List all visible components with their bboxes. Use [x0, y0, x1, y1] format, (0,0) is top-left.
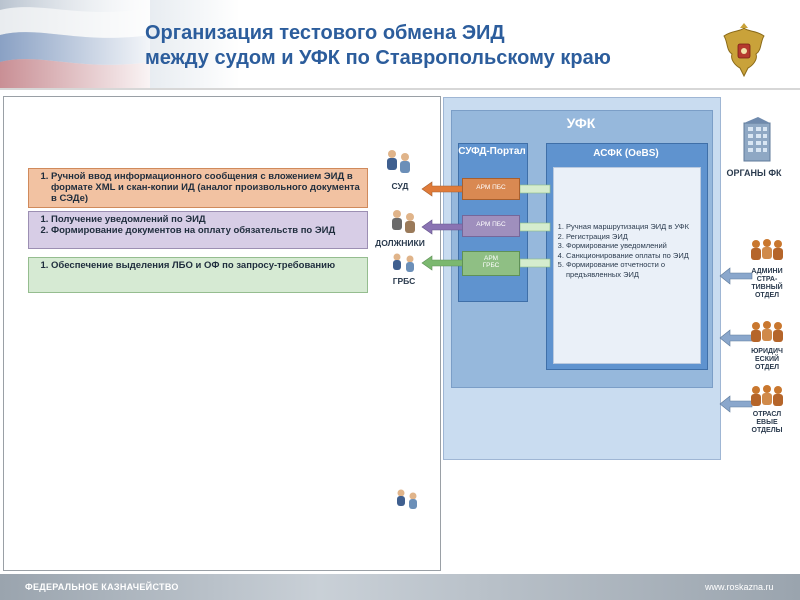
- task-box-sud: [28, 168, 368, 208]
- task-item: 1. Получение уведомлений по ЭИД: [51, 214, 363, 225]
- actor-label-dolzhniki: ДОЛЖНИКИ: [375, 238, 425, 248]
- branch-depts-label: ОТРАСЛ ЕВЫЕ ОТДЕЛЫ: [751, 411, 783, 434]
- task-box-grbs: [28, 257, 368, 293]
- arm-pbs-box: АРМ ПБС: [462, 178, 520, 200]
- link-grbs-asfk: [520, 259, 550, 267]
- asfk-item: 5. Формирование отчетности о предъявленных ЭИД: [566, 260, 699, 279]
- link-pbs-asfk: [520, 185, 550, 193]
- sufd-portal-label: СУФД-Портал: [458, 146, 526, 157]
- arrow-dolzhniki: [422, 220, 466, 234]
- arm-grbs-box: [462, 251, 520, 276]
- admin-dept-label: АДМИНИ СТРА-ТИВНЫЙ ОТДЕЛ: [751, 268, 783, 299]
- eagle-emblem-icon: [718, 22, 770, 80]
- people-icon-sud: [383, 148, 415, 176]
- header-divider: [0, 88, 800, 90]
- arm-grbs-line2: ГРБС: [482, 262, 500, 269]
- people-group-icon-admin: [748, 238, 786, 264]
- people-icon-extra: [393, 488, 423, 510]
- page-title-line1: Организация тестового обмена ЭИД: [145, 22, 505, 44]
- footer-org-name: ФЕДЕРАЛЬНОЕ КАЗНАЧЕЙСТВО: [25, 582, 179, 592]
- people-icon-grbs: [389, 252, 421, 274]
- building-icon: [740, 117, 776, 163]
- task-box-dolzhniki: [28, 211, 368, 249]
- asfk-item: 3. Формирование уведомлений: [566, 241, 699, 251]
- organy-fk-label: ОРГАНЫ ФК: [726, 168, 782, 178]
- page-title-line2: между судом и УФК по Ставропольскому краю: [145, 47, 611, 69]
- asfk-item: 1. Ручная маршрутизация ЭИД в УФК: [566, 222, 699, 232]
- arm-grbs-line1: АРМ: [483, 255, 498, 262]
- people-group-icon-otrasl: [748, 384, 786, 410]
- footer-website-link[interactable]: www.roskazna.ru: [705, 582, 774, 592]
- asfk-label: АСФК (OeBS): [593, 148, 659, 159]
- people-group-icon-yurid: [748, 320, 786, 346]
- legal-dept-label: ЮРИДИЧ ЕСКИЙ ОТДЕЛ: [751, 348, 783, 371]
- asfk-function-list: [553, 222, 699, 280]
- asfk-item: 4. Санкционирование оплаты по ЭИД: [566, 251, 699, 261]
- ufk-title: УФК: [566, 115, 596, 131]
- actor-label-sud: СУД: [391, 181, 409, 191]
- link-pbs2-asfk: [520, 223, 550, 231]
- arrow-sud: [422, 182, 466, 196]
- task-item: 2. Формирование документов на оплату обязательств по ЭИД: [51, 225, 363, 236]
- flag-decoration: [0, 0, 150, 90]
- asfk-item: 2. Регистрация ЭИД: [566, 232, 699, 242]
- people-icon-dolzhniki: [388, 208, 420, 236]
- arm-pbs2-box: АРМ ПБС: [462, 215, 520, 237]
- actor-label-grbs: ГРБС: [392, 276, 416, 286]
- task-item: 1. Обеспечение выделения ЛБО и ОФ по запросу-требованию: [51, 260, 363, 271]
- arrow-grbs: [422, 256, 466, 270]
- task-item: 1. Ручной ввод информационного сообщения с вложением ЭИД в формате XML и скан-копии ИД (аналог произвольного документа в СЭДе): [51, 171, 363, 204]
